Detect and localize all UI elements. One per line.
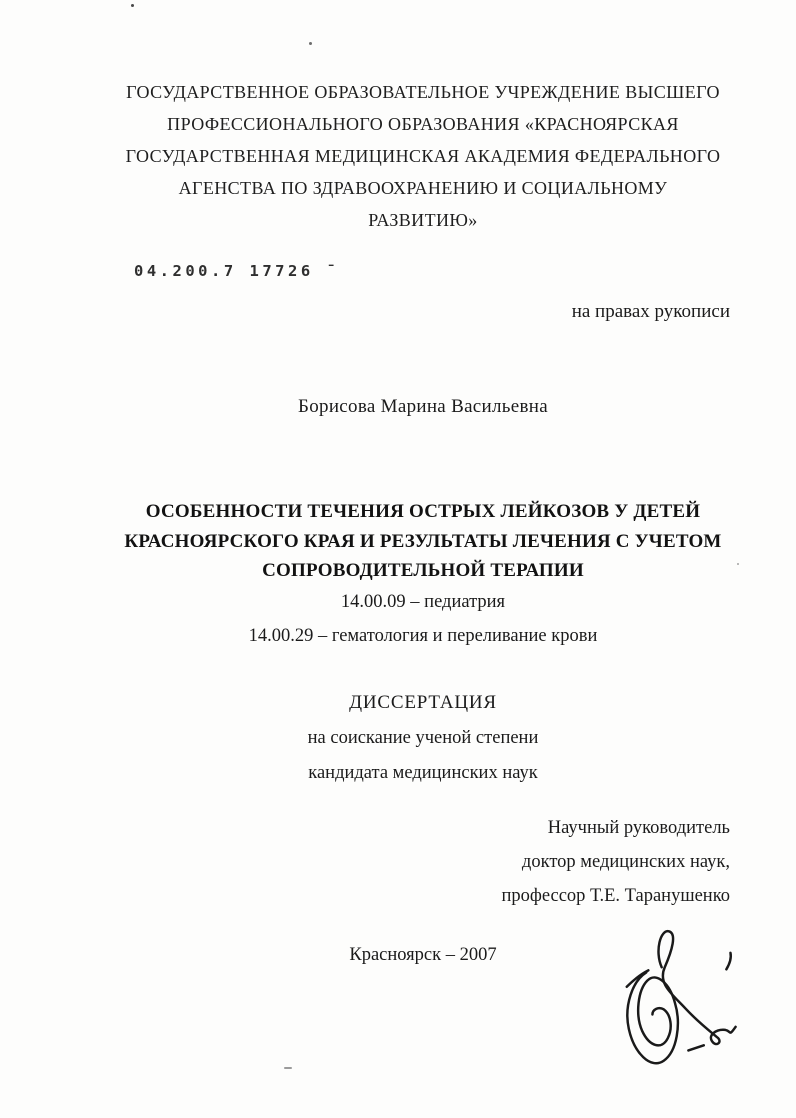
handwritten-signature xyxy=(598,922,788,1107)
institution-line: ГОСУДАРСТВЕННАЯ МЕДИЦИНСКАЯ АКАДЕМИЯ ФЕДЕРАЛЬНОГО xyxy=(125,146,721,166)
institution-line: ГОСУДАРСТВЕННОЕ ОБРАЗОВАТЕЛЬНОЕ УЧРЕЖДЕНИЕ ВЫСШЕГО xyxy=(126,82,720,102)
manuscript-rights-label: на правах рукописи xyxy=(571,301,730,322)
specialty-code-pediatrics: 14.00.09 – педиатрия xyxy=(340,592,506,612)
author-name: Борисова Марина Васильевна xyxy=(298,396,548,417)
supervisor-label: Научный руководитель xyxy=(547,818,730,838)
title-line: КРАСНОЯРСКОГО КРАЯ И РЕЗУЛЬТАТЫ ЛЕЧЕНИЯ С УЧЕТОМ xyxy=(124,530,722,552)
specialty-code-hematology: 14.00.29 – гематология и переливание крови xyxy=(248,626,598,646)
institution-line: АГЕНСТВА ПО ЗДРАВООХРАНЕНИЮ И СОЦИАЛЬНОМУ xyxy=(178,178,668,198)
dissertation-heading: ДИССЕРТАЦИЯ xyxy=(349,692,497,713)
institution-line: ПРОФЕССИОНАЛЬНОГО ОБРАЗОВАНИЯ «КРАСНОЯРСКАЯ xyxy=(167,114,679,134)
title-line: СОПРОВОДИТЕЛЬНОЙ ТЕРАПИИ xyxy=(262,560,584,581)
institution-line: РАЗВИТИЮ» xyxy=(368,210,478,230)
scan-speck xyxy=(284,1067,292,1069)
degree-purpose-line: кандидата медицинских наук xyxy=(308,763,538,783)
institution-header xyxy=(50,76,796,236)
scan-speck xyxy=(131,4,134,7)
degree-purpose-line: на соискание ученой степени xyxy=(307,728,539,748)
title-line: ОСОБЕННОСТИ ТЕЧЕНИЯ ОСТРЫХ ЛЕЙКОЗОВ У ДЕТЕЙ xyxy=(145,501,701,522)
city-year: Красноярск – 2007 xyxy=(349,945,497,965)
supervisor-name: профессор Т.Е. Таранушенко xyxy=(501,886,730,906)
accession-stamp-number: 04.200.7 17726 ¯ xyxy=(134,262,340,280)
scan-speck xyxy=(737,563,739,565)
scan-speck xyxy=(309,42,312,45)
dissertation-title xyxy=(50,497,796,586)
supervisor-degree: доктор медицинских наук, xyxy=(521,852,730,872)
signature-strokes xyxy=(598,922,788,1107)
